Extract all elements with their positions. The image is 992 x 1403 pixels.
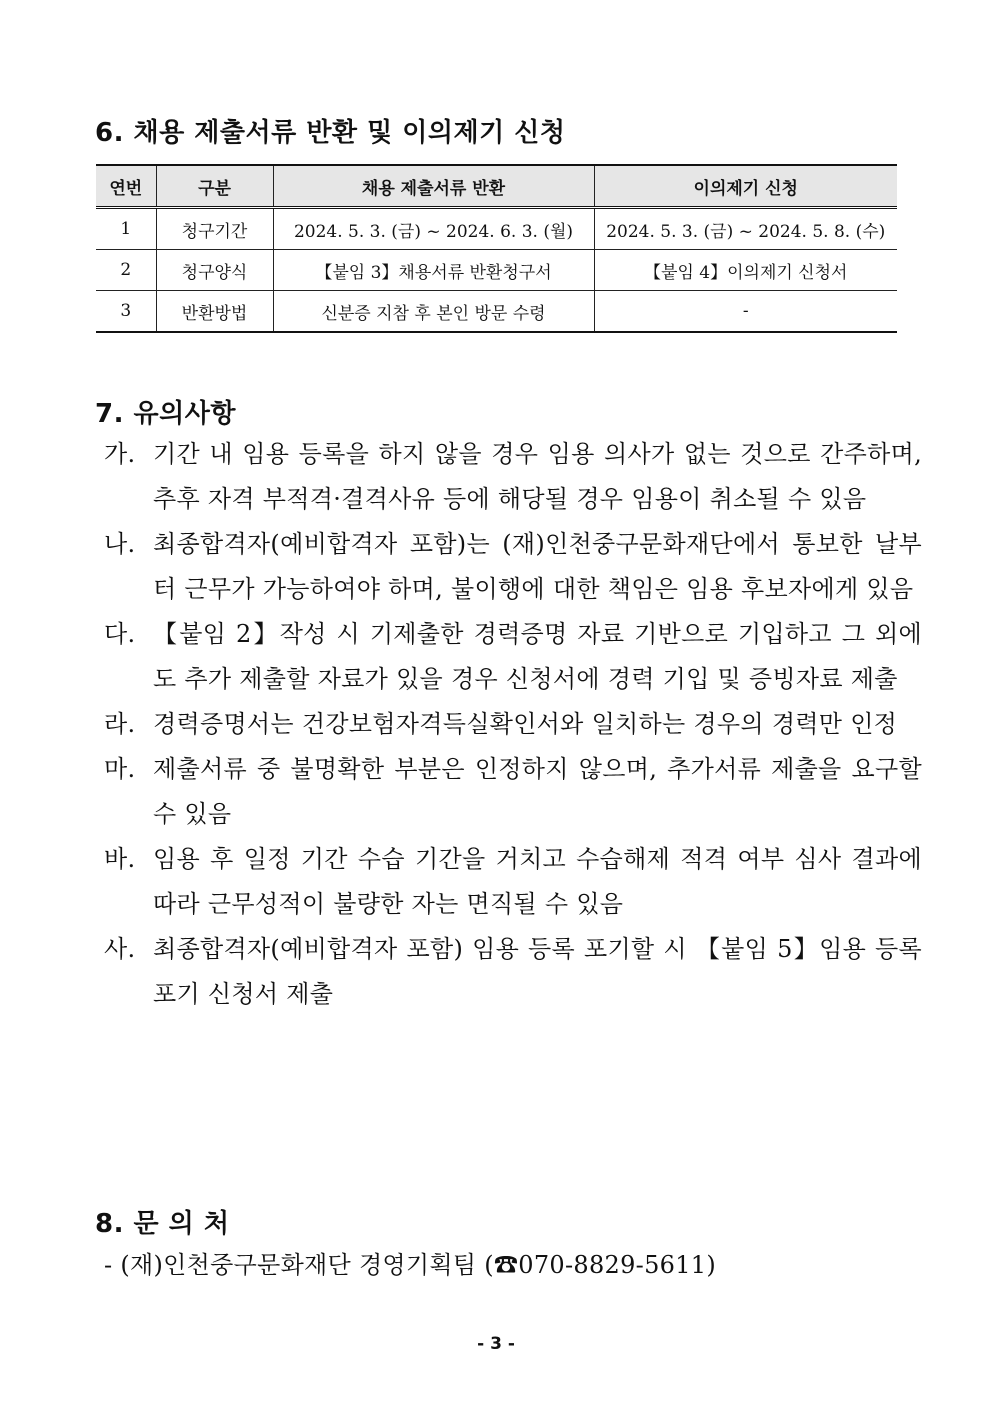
table-cell: 1 [96, 208, 156, 250]
table-cell: - [594, 291, 897, 333]
item-text: 임용 후 일정 기간 수습 기간을 거치고 수습해제 적격 여부 심사 결과에 따라 근무성적이 불량한 자는 면직될 수 있음 [153, 845, 922, 918]
table-cell: 【붙임 4】이의제기 신청서 [594, 250, 897, 291]
table-cell: 신분증 지참 후 본인 방문 수령 [273, 291, 594, 333]
item-marker: 사. [104, 935, 136, 963]
table-header-row [96, 165, 897, 208]
list-item [104, 747, 922, 837]
page-number: - 3 - [477, 1334, 515, 1354]
section-8-title: 8. 문 의 처 [95, 1209, 230, 1239]
section-7-title: 7. 유의사항 [95, 399, 236, 429]
document-return-table [96, 164, 897, 333]
item-marker: 바. [104, 845, 136, 873]
header-number: 연번 [96, 165, 156, 208]
list-item [104, 702, 922, 747]
table-cell: 반환방법 [156, 291, 273, 333]
table-cell: 청구기간 [156, 208, 273, 250]
table-cell: 2024. 5. 3. (금) ~ 2024. 6. 3. (월) [273, 208, 594, 250]
item-text: 최종합격자(예비합격자 포함) 임용 등록 포기할 시 【붙임 5】임용 등록포기 신청서 제출 [153, 935, 922, 1008]
item-text: 기간 내 임용 등록을 하지 않을 경우 임용 의사가 없는 것으로 간주하며, 추후 자격 부적격·결격사유 등에 해당될 경우 임용이 취소될 수 있음 [153, 440, 922, 513]
list-item [104, 612, 922, 702]
table-row [96, 250, 897, 291]
list-item [104, 837, 922, 927]
item-marker: 마. [104, 755, 136, 783]
list-item [104, 522, 922, 612]
table-row [96, 208, 897, 250]
table-cell: 3 [96, 291, 156, 333]
table-cell: 2024. 5. 3. (금) ~ 2024. 5. 8. (수) [594, 208, 897, 250]
item-marker: 가. [104, 440, 136, 468]
list-item [104, 927, 922, 1017]
contact-info: - (재)인천중구문화재단 경영기획팀 (☎070-8829-5611) [104, 1251, 717, 1279]
item-marker: 라. [104, 710, 136, 738]
item-text: 최종합격자(예비합격자 포함)는 (재)인천중구문화재단에서 통보한 날부터 근무가 가능하여야 하며, 불이행에 대한 책임은 임용 후보자에게 있음 [153, 530, 922, 603]
list-item [104, 432, 922, 522]
table-cell: 청구양식 [156, 250, 273, 291]
table-cell: 【붙임 3】채용서류 반환청구서 [273, 250, 594, 291]
item-marker: 다. [104, 620, 136, 648]
header-document-return: 채용 제출서류 반환 [273, 165, 594, 208]
table-row [96, 291, 897, 333]
item-marker: 나. [104, 530, 136, 558]
notes-list [104, 432, 922, 1017]
item-text: 경력증명서는 건강보험자격득실확인서와 일치하는 경우의 경력만 인정 [153, 710, 898, 738]
section-6-title: 6. 채용 제출서류 반환 및 이의제기 신청 [95, 118, 566, 148]
item-text: 제출서류 중 불명확한 부분은 인정하지 않으며, 추가서류 제출을 요구할 수 있음 [153, 755, 922, 828]
table-cell: 2 [96, 250, 156, 291]
header-category: 구분 [156, 165, 273, 208]
item-text: 【붙임 2】작성 시 기제출한 경력증명 자료 기반으로 기입하고 그 외에도 추가 제출할 자료가 있을 경우 신청서에 경력 기입 및 증빙자료 제출 [153, 620, 922, 693]
header-objection: 이의제기 신청 [594, 165, 897, 208]
